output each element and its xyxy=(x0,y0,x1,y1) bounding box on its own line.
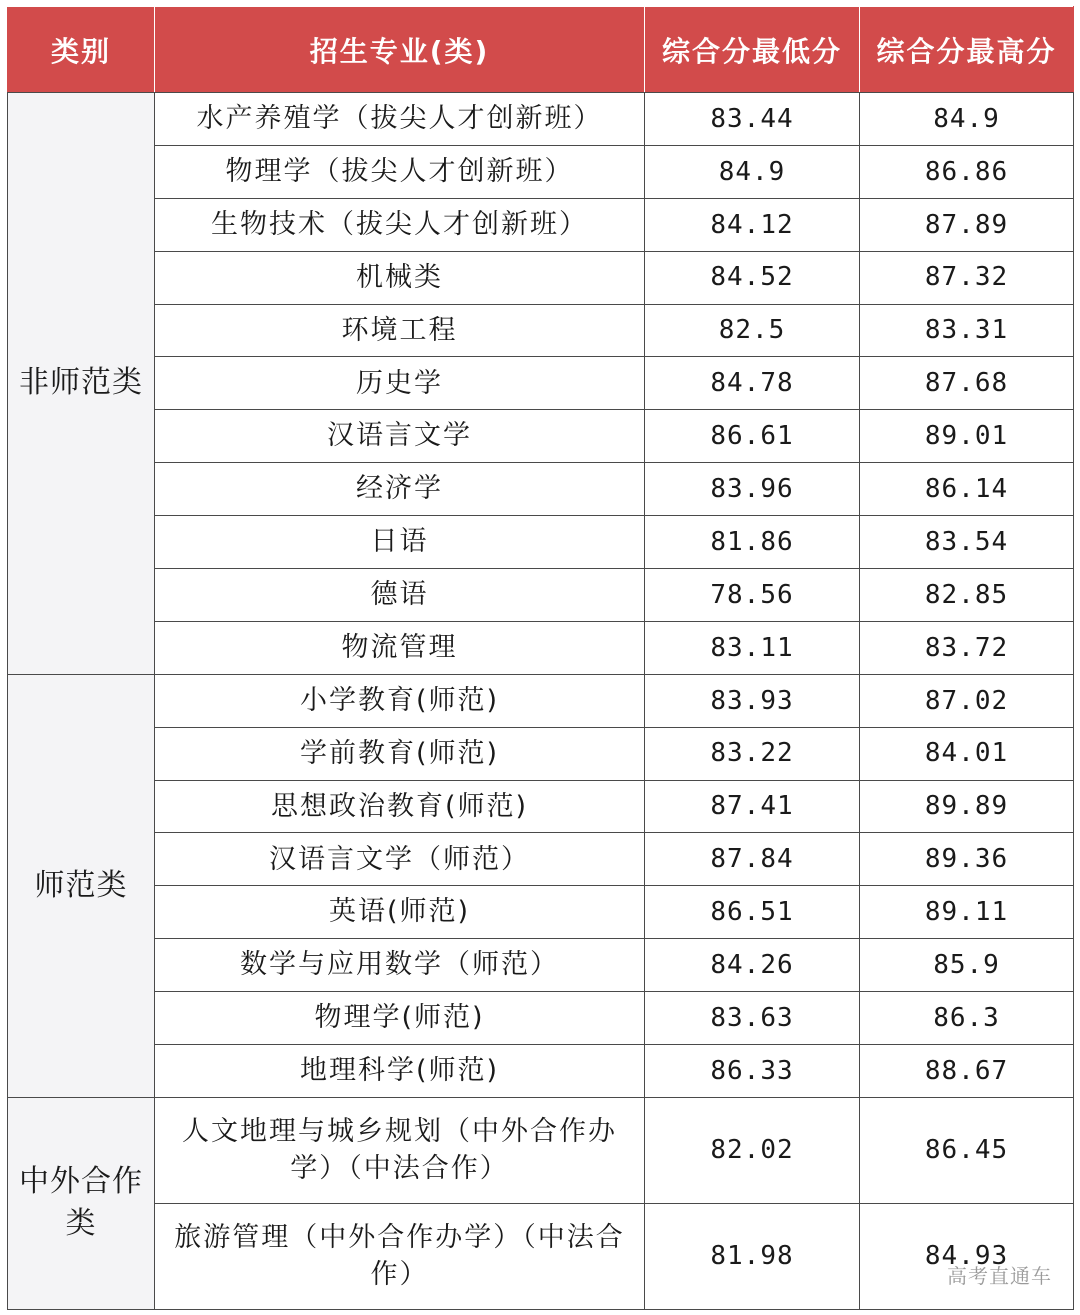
min-score-cell: 83.93 xyxy=(645,674,860,727)
min-score-cell: 87.84 xyxy=(645,833,860,886)
table-row xyxy=(8,357,1074,410)
min-score-cell: 83.22 xyxy=(645,727,860,780)
major-cell: 地理科学(师范) xyxy=(155,1045,645,1098)
table-row xyxy=(8,674,1074,727)
table-row xyxy=(8,516,1074,569)
major-cell: 生物技术（拔尖人才创新班） xyxy=(155,198,645,251)
table-row xyxy=(8,569,1074,622)
max-score-cell: 87.32 xyxy=(860,251,1074,304)
min-score-cell: 86.61 xyxy=(645,410,860,463)
min-score-cell: 81.98 xyxy=(645,1203,860,1309)
max-score-cell: 86.86 xyxy=(860,145,1074,198)
watermark-text: 高考直通车 xyxy=(947,1264,1052,1288)
min-score-cell: 83.11 xyxy=(645,621,860,674)
min-score-cell: 78.56 xyxy=(645,569,860,622)
max-score-cell: 86.14 xyxy=(860,463,1074,516)
table-row xyxy=(8,463,1074,516)
min-score-cell: 86.51 xyxy=(645,886,860,939)
max-score-cell: 83.72 xyxy=(860,621,1074,674)
max-score-cell: 88.67 xyxy=(860,1045,1074,1098)
table-row xyxy=(8,833,1074,886)
table-row xyxy=(8,1045,1074,1098)
table-row xyxy=(8,93,1074,146)
min-score-cell: 86.33 xyxy=(645,1045,860,1098)
table-row xyxy=(8,621,1074,674)
max-score-cell: 87.68 xyxy=(860,357,1074,410)
min-score-cell: 82.02 xyxy=(645,1097,860,1203)
header-category: 类别 xyxy=(8,7,155,93)
table-row xyxy=(8,410,1074,463)
min-score-cell: 84.26 xyxy=(645,939,860,992)
major-cell: 人文地理与城乡规划（中外合作办学）（中法合作） xyxy=(155,1097,645,1203)
max-score-cell: 87.89 xyxy=(860,198,1074,251)
max-score-cell: 83.54 xyxy=(860,516,1074,569)
table-row xyxy=(8,304,1074,357)
table-row xyxy=(8,992,1074,1045)
major-cell: 英语(师范) xyxy=(155,886,645,939)
table-row xyxy=(8,939,1074,992)
table-row xyxy=(8,1097,1074,1203)
major-cell: 物理学(师范) xyxy=(155,992,645,1045)
score-table xyxy=(7,6,1074,1310)
min-score-cell: 83.44 xyxy=(645,93,860,146)
max-score-cell: 89.36 xyxy=(860,833,1074,886)
min-score-cell: 84.78 xyxy=(645,357,860,410)
table-row xyxy=(8,886,1074,939)
min-score-cell: 82.5 xyxy=(645,304,860,357)
table-row xyxy=(8,251,1074,304)
major-cell: 德语 xyxy=(155,569,645,622)
major-cell: 物理学（拔尖人才创新班） xyxy=(155,145,645,198)
header-major: 招生专业(类) xyxy=(155,7,645,93)
category-cell: 非师范类 xyxy=(8,93,155,675)
min-score-cell: 83.96 xyxy=(645,463,860,516)
table-row xyxy=(8,780,1074,833)
min-score-cell: 84.52 xyxy=(645,251,860,304)
min-score-cell: 84.9 xyxy=(645,145,860,198)
major-cell: 汉语言文学（师范） xyxy=(155,833,645,886)
min-score-cell: 81.86 xyxy=(645,516,860,569)
max-score-cell: 89.01 xyxy=(860,410,1074,463)
max-score-cell: 84.93 xyxy=(860,1203,1074,1309)
major-cell: 环境工程 xyxy=(155,304,645,357)
min-score-cell: 83.63 xyxy=(645,992,860,1045)
max-score-cell: 83.31 xyxy=(860,304,1074,357)
table-row xyxy=(8,727,1074,780)
major-cell: 水产养殖学（拔尖人才创新班） xyxy=(155,93,645,146)
major-cell: 机械类 xyxy=(155,251,645,304)
header-row xyxy=(8,7,1074,93)
category-cell: 师范类 xyxy=(8,674,155,1097)
major-cell: 旅游管理（中外合作办学）（中法合作） xyxy=(155,1203,645,1309)
max-score-cell: 86.3 xyxy=(860,992,1074,1045)
table-row xyxy=(8,198,1074,251)
major-cell: 数学与应用数学（师范） xyxy=(155,939,645,992)
category-cell: 中外合作类 xyxy=(8,1097,155,1309)
header-max-score: 综合分最高分 xyxy=(860,7,1074,93)
header-min-score: 综合分最低分 xyxy=(645,7,860,93)
max-score-cell: 82.85 xyxy=(860,569,1074,622)
major-cell: 小学教育(师范) xyxy=(155,674,645,727)
max-score-cell: 84.01 xyxy=(860,727,1074,780)
max-score-cell: 86.45 xyxy=(860,1097,1074,1203)
major-cell: 物流管理 xyxy=(155,621,645,674)
min-score-cell: 84.12 xyxy=(645,198,860,251)
major-cell: 经济学 xyxy=(155,463,645,516)
major-cell: 历史学 xyxy=(155,357,645,410)
max-score-cell: 87.02 xyxy=(860,674,1074,727)
major-cell: 日语 xyxy=(155,516,645,569)
max-score-cell: 84.9 xyxy=(860,93,1074,146)
max-score-cell: 89.89 xyxy=(860,780,1074,833)
table-row xyxy=(8,145,1074,198)
max-score-cell: 89.11 xyxy=(860,886,1074,939)
major-cell: 思想政治教育(师范) xyxy=(155,780,645,833)
major-cell: 学前教育(师范) xyxy=(155,727,645,780)
major-cell: 汉语言文学 xyxy=(155,410,645,463)
max-score-cell: 85.9 xyxy=(860,939,1074,992)
table-row xyxy=(8,1203,1074,1309)
min-score-cell: 87.41 xyxy=(645,780,860,833)
